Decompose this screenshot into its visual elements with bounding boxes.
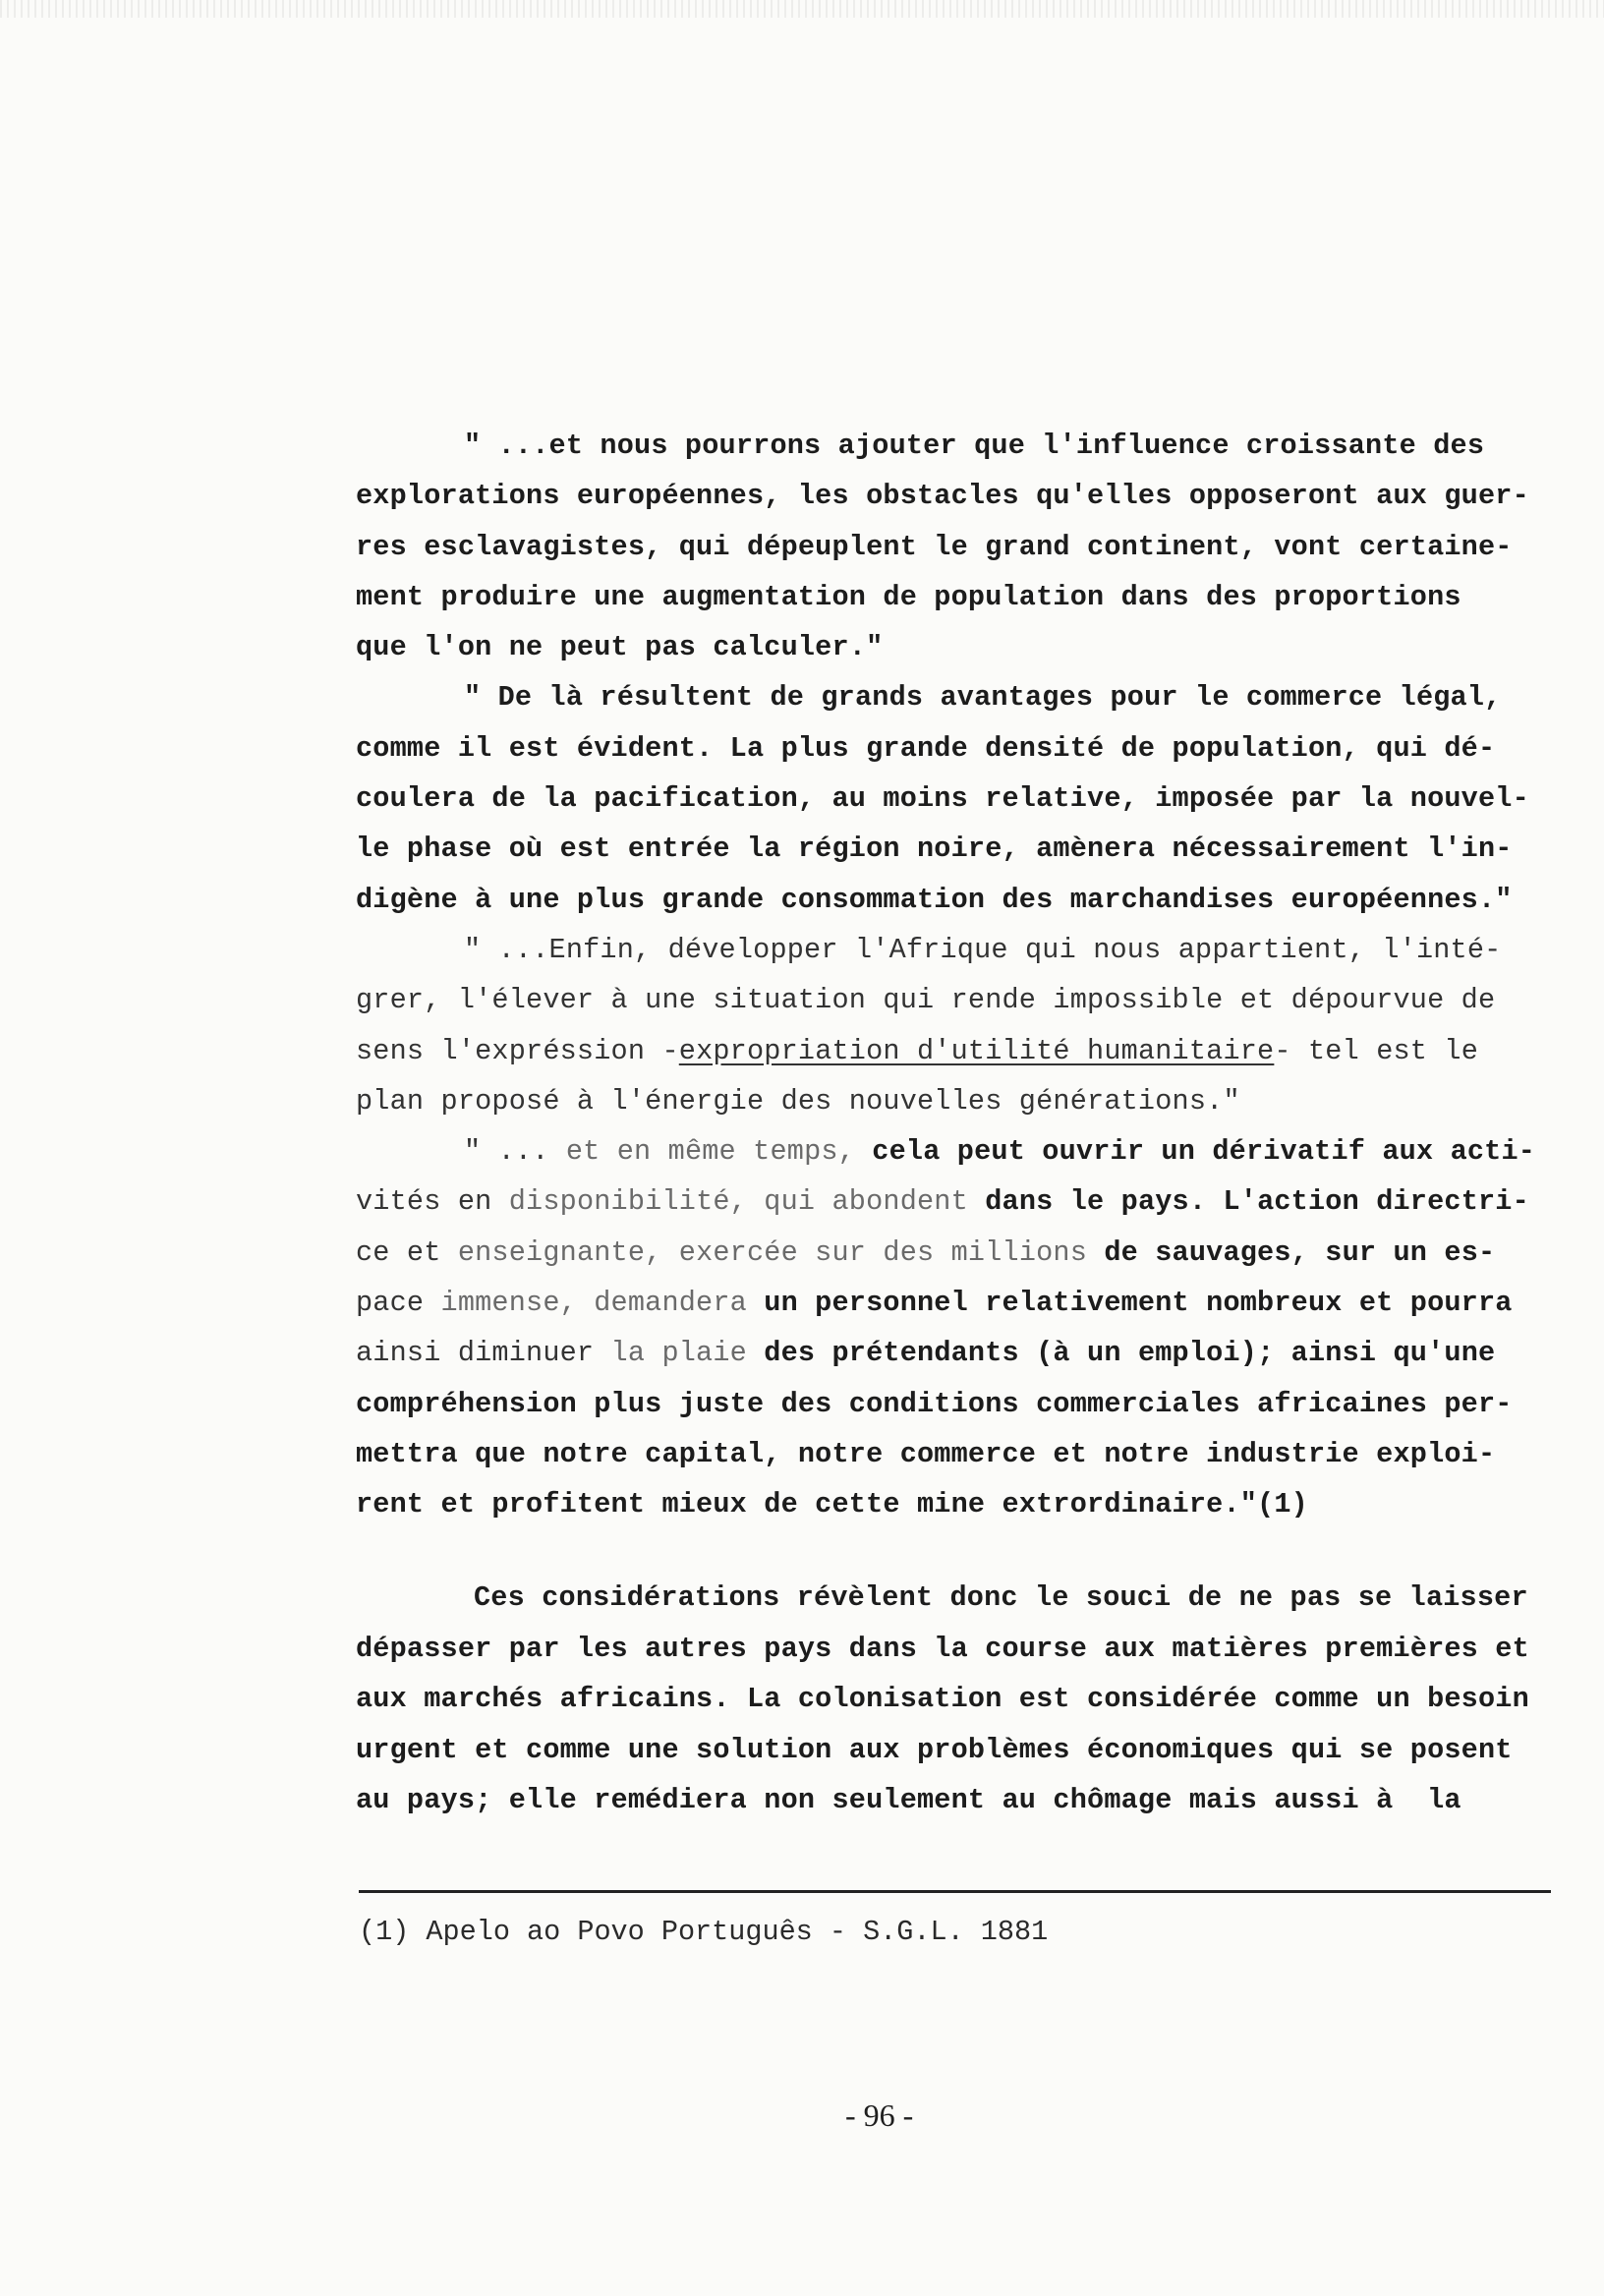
underlined-phrase: expropriation d'utilité humanitaire (678, 1034, 1275, 1067)
text-line (356, 1026, 1560, 1076)
text-segment: cela peut ouvrir un dérivatif aux acti- (872, 1135, 1536, 1169)
text-line (356, 1278, 1560, 1328)
faded-text: disponibilité, qui abondent (508, 1185, 968, 1219)
text-line: au pays; elle remédiera non seulement au chômage mais aussi à la (356, 1784, 1461, 1816)
text-line: compréhension plus juste des conditions commerciales africaines per- (356, 1387, 1513, 1420)
text-segment: ce et (356, 1235, 458, 1269)
scan-edge-noise (0, 0, 1604, 18)
text-line: aux marchés africains. La colonisation est considérée comme un besoin (356, 1683, 1529, 1715)
text-line: " ...et nous pourrons ajouter que l'influence croissante des (464, 430, 1485, 462)
text-line: " ...Enfin, développer l'Afrique qui nous appartient, l'inté- (464, 933, 1502, 966)
text-segment: ainsi diminuer (356, 1337, 611, 1370)
text-segment: sens l'expréssion - (356, 1034, 679, 1067)
text-line: coulera de la pacification, au moins relative, imposée par la nouvel- (356, 782, 1529, 816)
faded-text: et en même temps, (565, 1135, 873, 1169)
text-line (356, 1177, 1560, 1227)
faded-text: enseignante, exercée sur des millions (457, 1235, 1088, 1269)
footnote-divider (359, 1890, 1551, 1893)
text-line: explorations européennes, les obstacles qu'elles opposeront aux guer- (356, 480, 1529, 513)
faded-text: la plaie (610, 1337, 747, 1370)
text-segment: " ... (464, 1135, 566, 1169)
text-segment: dans le pays. L'action directri- (967, 1185, 1529, 1219)
footnote: (1) Apelo ao Povo Português - S.G.L. 1881 (359, 1916, 1049, 1948)
text-segment: des prétendants (à un emploi); ainsi qu'une (746, 1337, 1496, 1370)
text-line: dépasser par les autres pays dans la course aux matières premières et (356, 1632, 1529, 1665)
text-line: mettra que notre capital, notre commerce et notre industrie exploi- (356, 1437, 1496, 1470)
text-line: Ces considérations révèlent donc le souci de ne pas se laisser (474, 1581, 1528, 1614)
text-segment: vités en (356, 1185, 509, 1219)
text-line (356, 1126, 1560, 1177)
text-line: que l'on ne peut pas calculer." (356, 631, 884, 664)
text-segment: pace (356, 1287, 441, 1320)
text-line: " De là résultent de grands avantages pour le commerce légal, (464, 681, 1502, 715)
text-line: le phase où est entrée la région noire, amènera nécessairement l'in- (356, 832, 1513, 866)
text-line: digène à une plus grande consommation des marchandises européennes." (356, 883, 1513, 916)
text-line: rent et profitent mieux de cette mine extrordinaire."(1) (356, 1488, 1308, 1521)
text-line: comme il est évident. La plus grande densité de population, qui dé- (356, 731, 1496, 765)
text-line: plan proposé à l'énergie des nouvelles générations." (356, 1084, 1240, 1118)
text-line (356, 1328, 1560, 1378)
text-line: grer, l'élever à une situation qui rende impossible et dépourvue de (356, 984, 1496, 1017)
quotation-block (356, 421, 1560, 1530)
text-segment: - tel est le (1274, 1034, 1479, 1067)
page-number: - 96 - (845, 2097, 914, 2133)
text-line: urgent et comme une solution aux problèmes économiques qui se posent (356, 1733, 1513, 1766)
text-line (356, 1228, 1560, 1278)
text-segment: un personnel relativement nombreux et pourra (746, 1287, 1513, 1320)
text-line: res esclavagistes, qui dépeuplent le grand continent, vont certaine- (356, 530, 1513, 563)
body-paragraph (356, 1573, 1560, 1826)
text-segment: de sauvages, sur un es- (1087, 1235, 1496, 1269)
faded-text: immense, demandera (440, 1287, 747, 1320)
text-line: ment produire une augmentation de population dans des proportions (356, 580, 1461, 613)
